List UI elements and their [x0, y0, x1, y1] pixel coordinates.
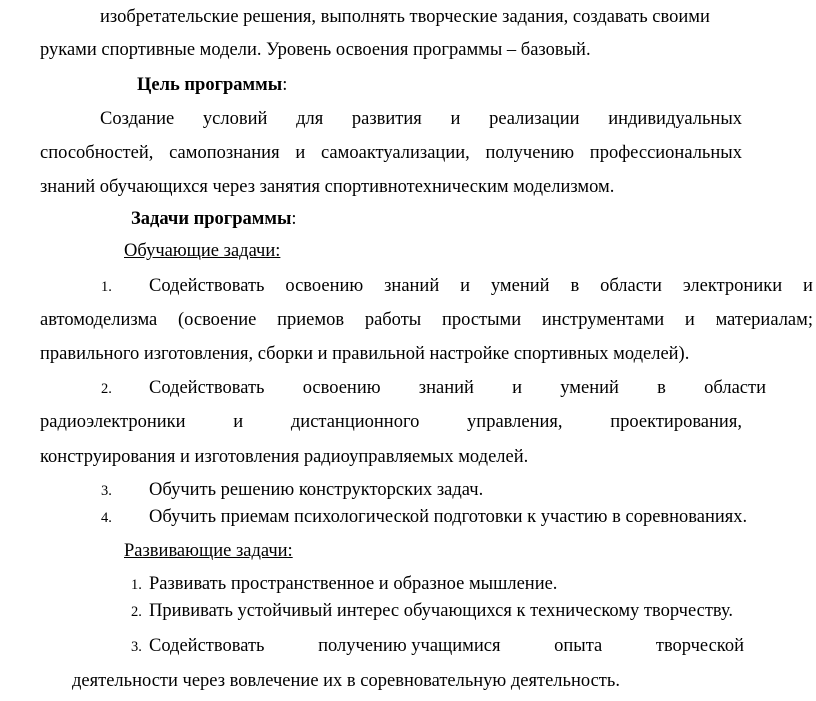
- goal-l1-w0: Создание: [100, 109, 175, 129]
- edu1-l2-w3: работы: [364, 310, 422, 330]
- edu1-l2-w5: инструментами: [541, 310, 665, 330]
- goal-heading-colon: :: [282, 75, 288, 95]
- dev-item-3-number: 3.: [131, 639, 142, 655]
- goal-l2-w5: профессиональных: [589, 143, 742, 163]
- edu-item-2-number: 2.: [101, 381, 112, 397]
- goal-l1-w6: индивидуальных: [608, 109, 742, 129]
- edu-item-4-number: 4.: [101, 510, 112, 526]
- goal-l2-w4: получению: [485, 143, 575, 163]
- goal-l1-w3: развития: [351, 109, 422, 129]
- edu1-l1-w1: освоению: [285, 276, 364, 296]
- goal-l2-w1: самопознания: [169, 143, 280, 163]
- goal-l1-w5: реализации: [489, 109, 580, 129]
- edu-item-1-number: 1.: [101, 279, 112, 295]
- edu1-l2-w4: простыми: [441, 310, 522, 330]
- goal-heading-text: Цель программы: [137, 75, 283, 95]
- edu1-l1-w2: знаний: [384, 276, 440, 296]
- educational-tasks-heading: Обучающие задачи:: [124, 241, 281, 261]
- dev-item-1-text: Развивать пространственное и образное мышление.: [149, 574, 558, 594]
- edu-item-2-line-1: [149, 379, 766, 398]
- edu-item-1-line-3: правильного изготовления, сборки и правильной настройке спортивных моделей).: [40, 344, 690, 364]
- developmental-tasks-heading: Развивающие задачи:: [124, 541, 293, 561]
- goal-line-1: [100, 110, 742, 129]
- goal-l2-w0: способностей,: [40, 143, 154, 163]
- dev3-l1-w1: получению учащимися: [318, 636, 501, 656]
- edu-item-1-line-2: [40, 311, 813, 330]
- edu1-l2-w7: материалам;: [715, 310, 813, 330]
- edu2-l1-w4: умений: [560, 378, 619, 398]
- edu2-l2-w3: управления,: [467, 412, 563, 432]
- goal-l2-w3: самоактуализации,: [321, 143, 470, 163]
- edu2-l2-w1: и: [233, 412, 244, 432]
- edu1-l1-w6: области: [600, 276, 662, 296]
- dev-item-3-line-2: деятельности через вовлечение их в соревновательную деятельность.: [72, 671, 620, 691]
- tasks-heading-colon: :: [291, 209, 297, 229]
- edu1-l2-w2: приемов: [277, 310, 345, 330]
- goal-l2-w2: и: [295, 143, 306, 163]
- edu2-l1-w2: знаний: [418, 378, 474, 398]
- intro-line-1: изобретательские решения, выполнять творческие задания, создавать своими: [100, 7, 710, 27]
- edu2-l2-w2: дистанционного: [290, 412, 420, 432]
- tasks-heading: [131, 210, 297, 229]
- dev3-l1-w0: Содействовать: [149, 636, 265, 656]
- edu1-l2-w1: (освоение: [177, 310, 257, 330]
- edu1-l2-w6: и: [684, 310, 695, 330]
- intro-line-2: руками спортивные модели. Уровень освоения программы – базовый.: [40, 40, 591, 60]
- tasks-heading-text: Задачи программы: [131, 209, 292, 229]
- edu2-l1-w3: и: [512, 378, 523, 398]
- goal-line-2: [40, 144, 742, 163]
- edu-item-2-line-2: [40, 413, 742, 432]
- edu-item-4-text: Обучить приемам психологической подготовки к участию в соревнованиях.: [149, 507, 748, 527]
- edu1-l1-w7: электроники: [682, 276, 783, 296]
- dev-item-3-line-1: [149, 637, 744, 656]
- edu2-l1-w6: области: [704, 378, 766, 398]
- edu1-l1-w3: и: [460, 276, 471, 296]
- edu-item-3-text: Обучить решению конструкторских задач.: [149, 480, 484, 500]
- edu1-l2-w0: автомоделизма: [40, 310, 158, 330]
- edu-item-2-line-3: конструирования и изготовления радиоуправляемых моделей.: [40, 447, 529, 467]
- edu2-l1-w5: в: [657, 378, 666, 398]
- goal-line-3: знаний обучающихся через занятия спортивнотехническим моделизмом.: [40, 177, 615, 197]
- goal-l1-w4: и: [450, 109, 461, 129]
- edu-item-1-line-1: [149, 277, 813, 296]
- dev3-l1-w2: опыта: [554, 636, 603, 656]
- goal-heading: [137, 76, 287, 95]
- edu2-l2-w0: радиоэлектроники: [40, 412, 186, 432]
- dev-item-2-number: 2.: [131, 604, 142, 620]
- edu2-l1-w0: Содействовать: [149, 378, 265, 398]
- edu2-l1-w1: освоению: [302, 378, 381, 398]
- goal-l1-w1: условий: [202, 109, 268, 129]
- edu1-l1-w0: Содействовать: [149, 276, 265, 296]
- dev-item-1-number: 1.: [131, 577, 142, 593]
- dev-item-2-text: Прививать устойчивый интерес обучающихся к техническому творчеству.: [149, 601, 734, 621]
- edu2-l2-w4: проектирования,: [610, 412, 742, 432]
- edu1-l1-w8: и: [803, 276, 813, 296]
- dev3-l1-w3: творческой: [655, 636, 744, 656]
- edu1-l1-w5: в: [570, 276, 580, 296]
- goal-l1-w2: для: [296, 109, 324, 129]
- edu-item-3-number: 3.: [101, 483, 112, 499]
- edu1-l1-w4: умений: [490, 276, 550, 296]
